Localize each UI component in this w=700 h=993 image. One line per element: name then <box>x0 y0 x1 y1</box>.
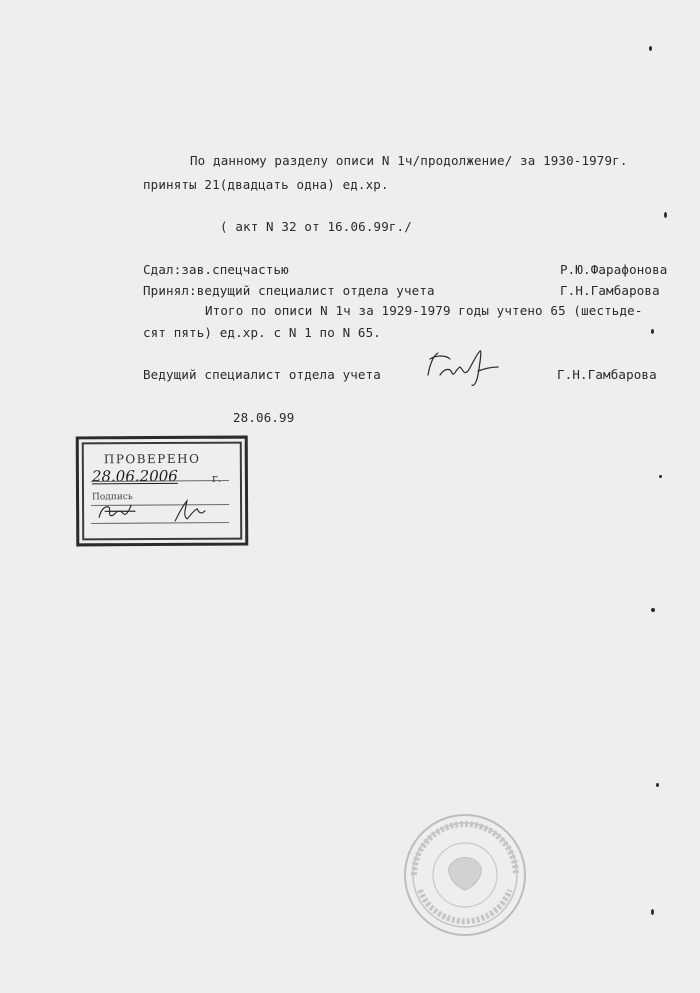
handwritten-signature <box>420 345 510 390</box>
lead-specialist-name: Г.Н.Гамбарова <box>557 367 657 382</box>
stamp-year-suffix: г. <box>211 471 222 485</box>
margin-mark <box>651 909 654 915</box>
stamp-date: 28.06.2006 <box>91 466 178 486</box>
margin-mark <box>656 783 659 787</box>
paragraph-line-1: По данному разделу описи N 1ч/продолжение/ за 1930-1979г. <box>190 153 628 168</box>
received-label: Принял:ведущий специалист отдела учета <box>143 283 435 298</box>
total-line-2: сят пять) ед.хр. с N 1 по N 65. <box>143 325 381 340</box>
lead-specialist-label: Ведущий специалист отдела учета <box>143 367 381 382</box>
received-name: Г.Н.Гамбарова <box>560 283 660 298</box>
document-date: 28.06.99 <box>233 410 295 425</box>
margin-mark <box>664 212 667 218</box>
paragraph-line-2: приняты 21(двадцать одна) ед.хр. <box>143 177 389 192</box>
margin-mark <box>651 329 654 334</box>
stamp-signature-label: Подпись <box>92 492 133 503</box>
act-reference: ( акт N 32 от 16.06.99г./ <box>220 219 412 234</box>
official-seal <box>400 810 530 940</box>
handed-over-label: Сдал:зав.спецчастью <box>143 262 289 277</box>
margin-mark <box>659 475 662 478</box>
stamp-lines <box>79 439 246 544</box>
margin-mark <box>651 608 655 612</box>
verification-stamp <box>76 436 249 547</box>
stamp-title: ПРОВЕРЕНО <box>103 451 201 467</box>
total-line-1: Итого по описи N 1ч за 1929-1979 годы учтено 65 (шестьде- <box>205 303 643 318</box>
margin-mark <box>649 46 652 51</box>
handed-over-name: Р.Ю.Фарафонова <box>560 262 668 277</box>
